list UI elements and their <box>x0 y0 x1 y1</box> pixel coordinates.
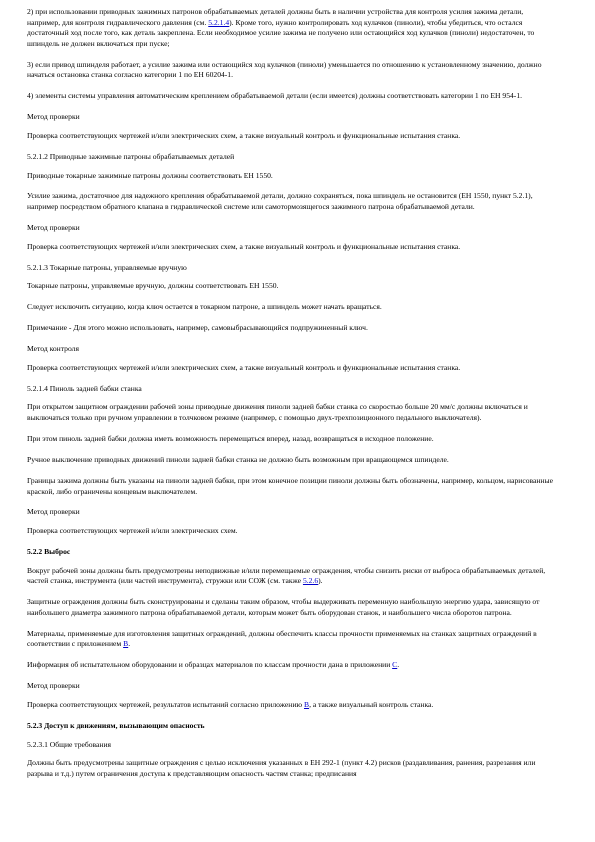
method-text: Проверка соответствующих чертежей и/или электрических схем, а также визуальный контроль и функциональные испытания станка. <box>27 362 461 372</box>
method-heading: Метод проверки <box>27 507 80 517</box>
link-5-2-1-4[interactable]: 5.2.1.4 <box>208 17 230 27</box>
link-appendix-b[interactable]: В <box>123 639 129 649</box>
paragraph-manual-chucks: Токарные патроны, управляемые вручную, должны соответствовать ЕН 1550. <box>27 281 279 291</box>
link-5-2-6[interactable]: 5.2.6 <box>302 576 319 586</box>
method-text: Проверка соответствующих чертежей и/или электрических схем, а также визуальный контроль и функциональные испытания станка. <box>27 241 461 251</box>
link-appendix-c[interactable]: С <box>392 660 398 670</box>
paragraph-guard-energy: Защитные ограждения должны быть сконструированы и сделаны таким образом, чтобы выдерживать переменную наибольшую энергию удара, зависящую от наибольшего диаметра зажимного патрона обрабатываемой детали, которым может быть оборудован станок, и наибольшего числа оборотов патрона. <box>27 597 540 617</box>
section-5-2-1-2-heading: 5.2.1.2 Приводные зажимные патроны обрабатываемых деталей <box>27 151 235 161</box>
link-appendix-b-2[interactable]: В <box>304 699 310 709</box>
paragraph-tailstock-limits: Границы зажима должны быть указаны на пиноли задней бабки, при этом конечное позиции пиноли должны быть обозначены, например, кольцом, нарисованные краской, либо ограничены концевым выключателем. <box>27 475 553 496</box>
method-heading: Метод проверки <box>27 223 80 233</box>
paragraph-tailstock-manual: Ручное выключение приводных движений пиноли задней бабки станка не должно быть возможным при вращающемся шпинделе. <box>27 454 449 464</box>
paragraph-test-info: Информация об испытательном оборудовании и образцах материалов по классам прочности дана в приложении С. <box>27 660 400 670</box>
section-5-2-1-4-heading: 5.2.1.4 Пиноль задней бабки станка <box>27 383 142 393</box>
paragraph-control-elements: 4) элементы системы управления автоматическим креплением обрабатываемой детали (если имеется) должны соответствовать категории 1 по ЕН 954-1. <box>27 91 523 101</box>
paragraph-ejection-guards: Вокруг рабочей зоны должны быть предусмотрены неподвижные и/или перемещаемые ограждения, чтобы снизить риски от выброса обрабатываемых деталей, частей станка, инструмента (или частей инструмента), стружки или СОЖ (см. также 5.2.6). <box>27 565 546 586</box>
method-text: Проверка соответствующих чертежей и/или электрических схем. <box>27 526 238 536</box>
document-page <box>27 7 557 790</box>
section-5-2-3-1-heading: 5.2.3.1 Общие требования <box>27 739 112 749</box>
method-text-appendix: Проверка соответствующих чертежей, результатов испытаний согласно приложению В, а также визуальный контроль станка. <box>27 699 434 709</box>
paragraph-clamp-control: 2) при использовании приводных зажимных патронов обрабатываемых деталей должны быть в наличии устройства для контроля усилия зажима детали, например, для контроля гидравлического давления (см. 5.2.1.4). Кроме того, нужно контролировать ход кулачков (пиноли), чтобы убедиться, что остался достаточный ход после того, как деталь закреплена. Если необходимое усилие зажима не получено или остающийся ход кулачков (пиноли) недостаточен, то шпиндель не должен включаться при пуске; <box>27 7 535 48</box>
paragraph-spindle-stop: 3) если привод шпинделя работает, а усилие зажима или остающийся ход кулачков (пиноли) уменьшается по отношению к установленному значению, должно начаться остановка станка согласно категории 1 по ЕН 60204-1. <box>27 59 542 80</box>
paragraph-clamping-force: Усилие зажима, достаточное для надежного крепления обрабатываемой детали, должно сохраняться, пока шпиндель не остановится (ЕН 1550, пункт 5.2.1), например посредством обратного клапана в гидравлической системе или самотормозящегося зажимного патрона обрабатываемой детали. <box>27 191 533 212</box>
method-text: Проверка соответствующих чертежей и/или электрических схем, а также визуальный контроль и функциональные испытания станка. <box>27 130 461 140</box>
paragraph-tailstock-speed: При открытом защитном ограждении рабочей зоны приводные движения пиноли задней бабки станка со скоростью больше 20 мм/с должны включаться и выключаться только при ручном управлении в толчковом режиме (например, с помощью двух-трехпозиционного педального выключателя). <box>27 402 528 422</box>
note-spring-key: Примечание - Для этого можно использовать, например, самовыбрасывающийся подпружиненный ключ. <box>27 323 368 333</box>
paragraph-tailstock-move: При этом пиноль задней бабки должна иметь возможность перемещаться вперед, назад, возвращаться в исходное положение. <box>27 433 434 443</box>
paragraph-key-removal: Следует исключить ситуацию, когда ключ остается в токарном патроне, а шпиндель может начать вращаться. <box>27 302 382 312</box>
method-heading: Метод контроля <box>27 344 79 354</box>
section-5-2-2-heading: 5.2.2 Выброс <box>27 547 71 557</box>
paragraph-chucks-standard: Приводные токарные зажимные патроны должны соответствовать ЕН 1550. <box>27 170 273 180</box>
paragraph-guard-materials: Материалы, применяемые для изготовления защитных ограждений, должны обеспечить классы прочности применяемых на станках защитных ограждений в соответствии с приложением В. <box>27 628 537 649</box>
method-heading: Метод проверки <box>27 681 80 691</box>
section-5-2-3-heading: 5.2.3 Доступ к движениям, вызывающим опасность <box>27 720 205 730</box>
section-5-2-1-3-heading: 5.2.1.3 Токарные патроны, управляемые вручную <box>27 262 187 272</box>
method-heading: Метод проверки <box>27 112 80 122</box>
paragraph-general-requirements: Должны быть предусмотрены защитные ограждения с целью исключения указанных в ЕН 292-1 (пункт 4.2) рисков (раздавливания, ранения, разрезания или разрыва и т.д.) путем ограничения доступа к представляющим опасность частям станка; предписания <box>27 758 536 778</box>
